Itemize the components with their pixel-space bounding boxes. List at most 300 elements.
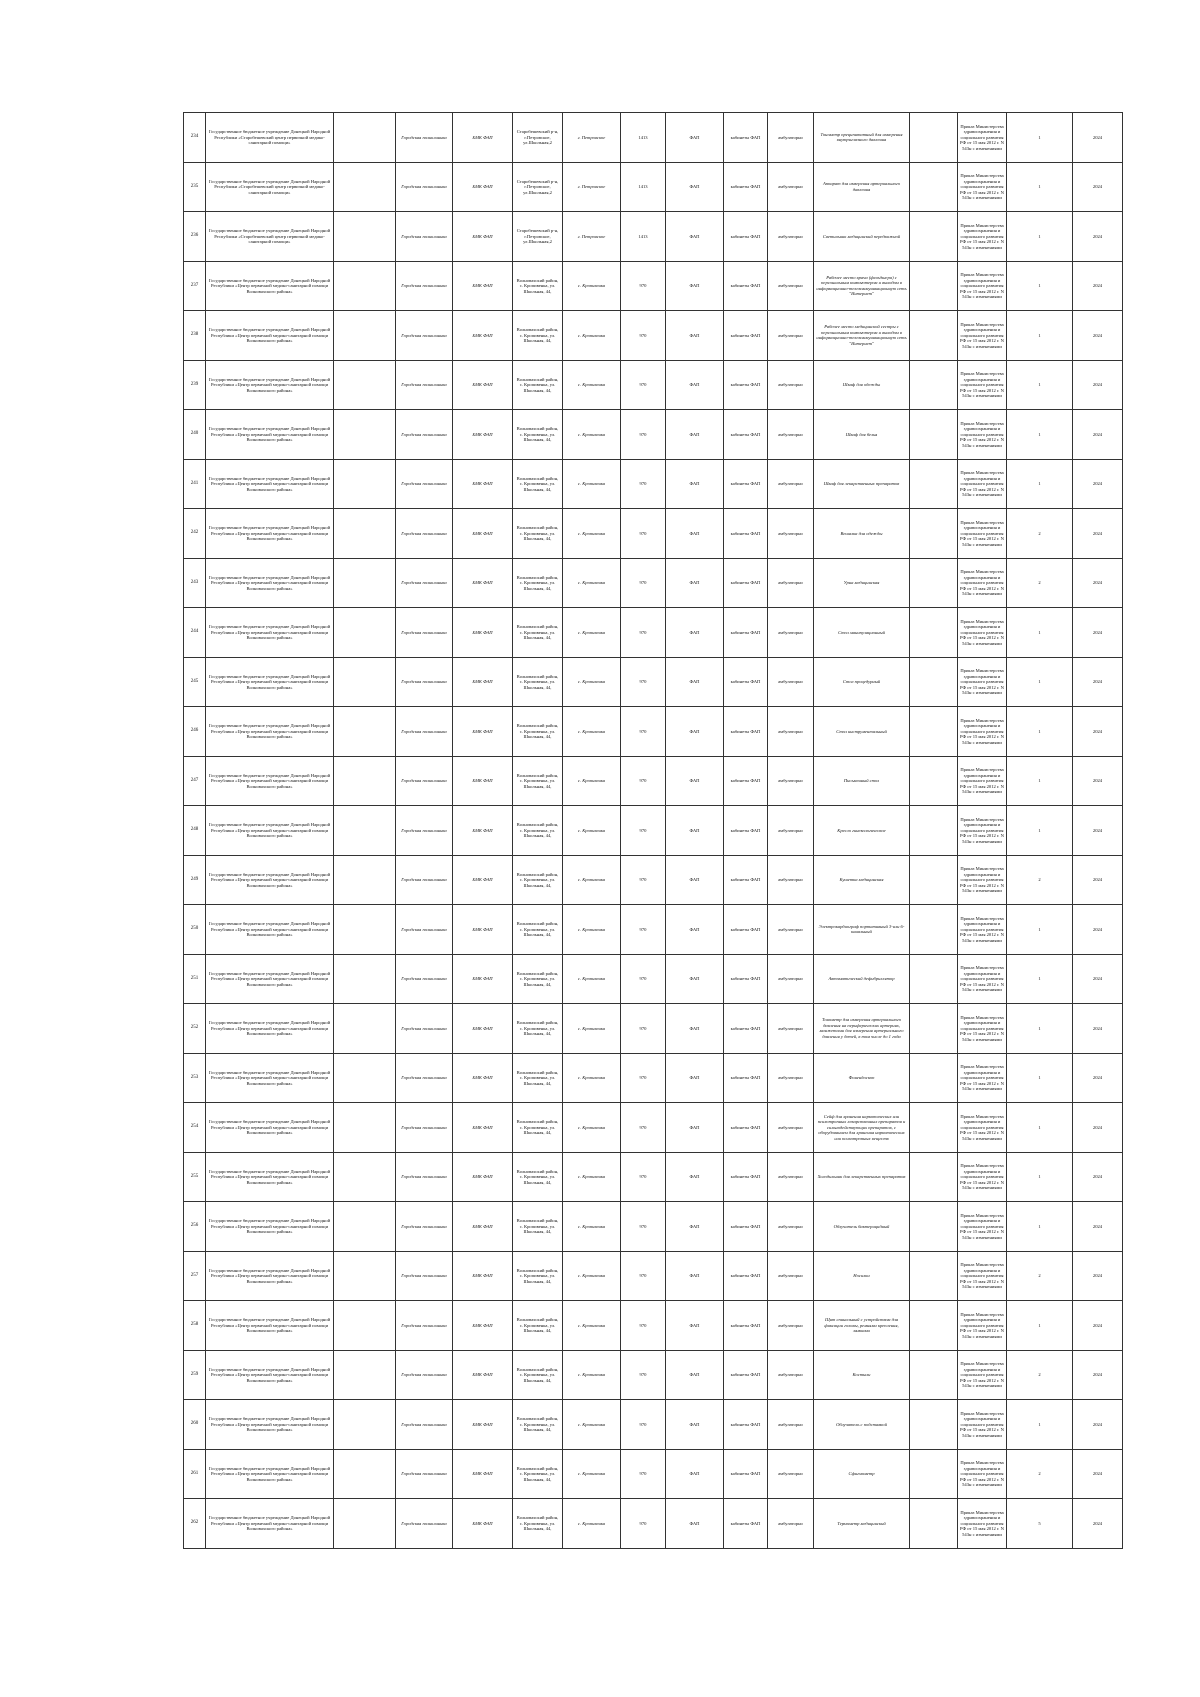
care-form-cell: амбулаторно [768, 657, 814, 707]
department-cell: кабинеты ФАП [724, 113, 768, 163]
object-cell: ФАП [666, 162, 724, 212]
quantity-cell: 1 [1007, 459, 1073, 509]
year-cell: 2024 [1073, 261, 1123, 311]
blank-cell [910, 113, 958, 163]
object-cell: ФАП [666, 608, 724, 658]
norm-cell: Приказ Министерства здравоохранения и социального развития РФ от 15 мая 2012 г. N 543н с изменениями [958, 212, 1007, 262]
row-number: 237 [184, 261, 206, 311]
settlement-cell: с. Кропивенка [563, 1350, 621, 1400]
department-cell: кабинеты ФАП [724, 261, 768, 311]
equipment-cell: Шкаф для белья [814, 410, 910, 460]
department-cell: кабинеты ФАП [724, 1103, 768, 1153]
equipment-table [183, 112, 1123, 1549]
organization-cell: Государственное бюджетное учреждение Донецкой Народной Республики «Центр первичной медико-санитарной помощи Волновахского района» [206, 1053, 334, 1103]
table-row [184, 707, 1123, 757]
norm-cell: Приказ Министерства здравоохранения и социального развития РФ от 15 мая 2012 г. N 543н с изменениями [958, 1251, 1007, 1301]
blank-cell [910, 1301, 958, 1351]
object-cell: ФАП [666, 558, 724, 608]
population-cell: 970 [621, 1499, 666, 1549]
population-cell: 970 [621, 756, 666, 806]
equipment-cell: Сфигмометр [814, 1449, 910, 1499]
row-number: 258 [184, 1301, 206, 1351]
object-type-cell: БМК ФАП [453, 162, 513, 212]
row-number: 238 [184, 311, 206, 361]
organization-cell: Государственное бюджетное учреждение Донецкой Народной Республики «Центр первичной медико-санитарной помощи Волновахского района» [206, 459, 334, 509]
care-form-cell: амбулаторно [768, 410, 814, 460]
care-form-cell: амбулаторно [768, 113, 814, 163]
care-form-cell: амбулаторно [768, 162, 814, 212]
population-cell: 1413 [621, 212, 666, 262]
department-cell: кабинеты ФАП [724, 1202, 768, 1252]
care-form-cell: амбулаторно [768, 558, 814, 608]
organization-cell: Государственное бюджетное учреждение Донецкой Народной Республики «Центр первичной медико-санитарной помощи Волновахского района» [206, 954, 334, 1004]
table-row [184, 1202, 1123, 1252]
settlement-cell: с. Кропивенка [563, 608, 621, 658]
institution-type-cell: Городская поликлиника [396, 459, 453, 509]
population-cell: 970 [621, 855, 666, 905]
population-cell: 970 [621, 311, 666, 361]
equipment-cell: Термометр медицинский [814, 1499, 910, 1549]
institution-type-cell: Городская поликлиника [396, 905, 453, 955]
object-type-cell: БМК ФАП [453, 954, 513, 1004]
department-cell: кабинеты ФАП [724, 1152, 768, 1202]
object-type-cell: БМК ФАП [453, 1053, 513, 1103]
blank-cell [910, 509, 958, 559]
row-number: 255 [184, 1152, 206, 1202]
year-cell: 2024 [1073, 1400, 1123, 1450]
department-cell: кабинеты ФАП [724, 1251, 768, 1301]
object-type-cell: БМК ФАП [453, 558, 513, 608]
institution-type-cell: Городская поликлиника [396, 261, 453, 311]
institution-type-cell: Городская поликлиника [396, 162, 453, 212]
row-number: 251 [184, 954, 206, 1004]
norm-cell: Приказ Министерства здравоохранения и социального развития РФ от 15 мая 2012 г. N 543н с изменениями [958, 707, 1007, 757]
object-cell: ФАП [666, 806, 724, 856]
norm-cell: Приказ Министерства здравоохранения и социального развития РФ от 15 мая 2012 г. N 543н с изменениями [958, 756, 1007, 806]
norm-cell: Приказ Министерства здравоохранения и социального развития РФ от 15 мая 2012 г. N 543н с изменениями [958, 1152, 1007, 1202]
row-number: 244 [184, 608, 206, 658]
settlement-cell: с. Кропивенка [563, 1499, 621, 1549]
equipment-cell: Тонометр для измерения артериального давления на периферических артериях, манжетами для измерения артериального давления у детей, в том числе до 1 года [814, 1004, 910, 1054]
department-cell: кабинеты ФАП [724, 756, 768, 806]
population-cell: 970 [621, 1152, 666, 1202]
blank-cell [334, 261, 396, 311]
year-cell: 2024 [1073, 113, 1123, 163]
norm-cell: Приказ Министерства здравоохранения и социального развития РФ от 15 мая 2012 г. N 543н с изменениями [958, 1400, 1007, 1450]
care-form-cell: амбулаторно [768, 1004, 814, 1054]
blank-cell [910, 707, 958, 757]
object-cell: ФАП [666, 756, 724, 806]
organization-cell: Государственное бюджетное учреждение Донецкой Народной Республики «Центр первичной медико-санитарной помощи Волновахского района» [206, 509, 334, 559]
care-form-cell: амбулаторно [768, 1202, 814, 1252]
settlement-cell: с. Кропивенка [563, 806, 621, 856]
quantity-cell: 1 [1007, 261, 1073, 311]
institution-type-cell: Городская поликлиника [396, 954, 453, 1004]
care-form-cell: амбулаторно [768, 1449, 814, 1499]
blank-cell [334, 212, 396, 262]
department-cell: кабинеты ФАП [724, 360, 768, 410]
year-cell: 2024 [1073, 855, 1123, 905]
object-cell: ФАП [666, 360, 724, 410]
quantity-cell: 1 [1007, 113, 1073, 163]
settlement-cell: с. Кропивенка [563, 311, 621, 361]
year-cell: 2024 [1073, 756, 1123, 806]
care-form-cell: амбулаторно [768, 509, 814, 559]
equipment-cell: Костыли [814, 1350, 910, 1400]
row-number: 254 [184, 1103, 206, 1153]
year-cell: 2024 [1073, 1449, 1123, 1499]
table-row [184, 558, 1123, 608]
object-cell: ФАП [666, 410, 724, 460]
object-type-cell: БМК ФАП [453, 1004, 513, 1054]
year-cell: 2024 [1073, 1499, 1123, 1549]
institution-type-cell: Городская поликлиника [396, 1053, 453, 1103]
norm-cell: Приказ Министерства здравоохранения и социального развития РФ от 15 мая 2012 г. N 543н с изменениями [958, 1499, 1007, 1549]
table-row [184, 360, 1123, 410]
institution-type-cell: Городская поликлиника [396, 1251, 453, 1301]
care-form-cell: амбулаторно [768, 1251, 814, 1301]
object-cell: ФАП [666, 1152, 724, 1202]
care-form-cell: амбулаторно [768, 261, 814, 311]
blank-cell [910, 1449, 958, 1499]
department-cell: кабинеты ФАП [724, 954, 768, 1004]
year-cell: 2024 [1073, 1350, 1123, 1400]
blank-cell [910, 410, 958, 460]
population-cell: 970 [621, 1350, 666, 1400]
blank-cell [334, 707, 396, 757]
norm-cell: Приказ Министерства здравоохранения и социального развития РФ от 15 мая 2012 г. N 543н с изменениями [958, 1449, 1007, 1499]
object-type-cell: БМК ФАП [453, 1152, 513, 1202]
blank-cell [334, 1400, 396, 1450]
year-cell: 2024 [1073, 1202, 1123, 1252]
norm-cell: Приказ Министерства здравоохранения и социального развития РФ от 15 мая 2012 г. N 543н с изменениями [958, 1103, 1007, 1153]
year-cell: 2024 [1073, 360, 1123, 410]
organization-cell: Государственное бюджетное учреждение Донецкой Народной Республики «Центр первичной медико-санитарной помощи Волновахского района» [206, 1004, 334, 1054]
institution-type-cell: Городская поликлиника [396, 558, 453, 608]
address-cell: Волновахский район, с. Кропивенка, ул. Школьная, 44, [513, 1350, 563, 1400]
year-cell: 2024 [1073, 459, 1123, 509]
year-cell: 2024 [1073, 1103, 1123, 1153]
object-cell: ФАП [666, 311, 724, 361]
year-cell: 2024 [1073, 1152, 1123, 1202]
institution-type-cell: Городская поликлиника [396, 410, 453, 460]
object-type-cell: БМК ФАП [453, 657, 513, 707]
settlement-cell: с. Кропивенка [563, 410, 621, 460]
row-number: 241 [184, 459, 206, 509]
object-cell: ФАП [666, 707, 724, 757]
organization-cell: Государственное бюджетное учреждение Донецкой Народной Республики «Старобешевский центр первичной медико-санитарной помощи» [206, 212, 334, 262]
institution-type-cell: Городская поликлиника [396, 756, 453, 806]
table-row [184, 113, 1123, 163]
blank-cell [334, 756, 396, 806]
blank-cell [334, 1202, 396, 1252]
population-cell: 970 [621, 1400, 666, 1450]
care-form-cell: амбулаторно [768, 707, 814, 757]
population-cell: 970 [621, 954, 666, 1004]
settlement-cell: с. Кропивенка [563, 855, 621, 905]
blank-cell [910, 459, 958, 509]
quantity-cell: 1 [1007, 410, 1073, 460]
year-cell: 2024 [1073, 1053, 1123, 1103]
row-number: 245 [184, 657, 206, 707]
equipment-cell: Носилки [814, 1251, 910, 1301]
settlement-cell: г. Петровское [563, 162, 621, 212]
blank-cell [334, 1053, 396, 1103]
equipment-cell: Шкаф для лекарственных препаратов [814, 459, 910, 509]
care-form-cell: амбулаторно [768, 1400, 814, 1450]
organization-cell: Государственное бюджетное учреждение Донецкой Народной Республики «Центр первичной медико-санитарной помощи Волновахского района» [206, 756, 334, 806]
quantity-cell: 1 [1007, 1301, 1073, 1351]
row-number: 234 [184, 113, 206, 163]
year-cell: 2024 [1073, 657, 1123, 707]
quantity-cell: 1 [1007, 954, 1073, 1004]
blank-cell [910, 1053, 958, 1103]
object-cell: ФАП [666, 855, 724, 905]
norm-cell: Приказ Министерства здравоохранения и социального развития РФ от 15 мая 2012 г. N 543н с изменениями [958, 806, 1007, 856]
quantity-cell: 1 [1007, 212, 1073, 262]
norm-cell: Приказ Министерства здравоохранения и социального развития РФ от 15 мая 2012 г. N 543н с изменениями [958, 558, 1007, 608]
address-cell: Волновахский район, с. Кропивенка, ул. Школьная, 44, [513, 459, 563, 509]
row-number: 248 [184, 806, 206, 856]
settlement-cell: с. Кропивенка [563, 1449, 621, 1499]
quantity-cell: 1 [1007, 311, 1073, 361]
blank-cell [334, 1251, 396, 1301]
organization-cell: Государственное бюджетное учреждение Донецкой Народной Республики «Центр первичной медико-санитарной помощи Волновахского района» [206, 1202, 334, 1252]
address-cell: Волновахский район, с. Кропивенка, ул. Школьная, 44, [513, 954, 563, 1004]
norm-cell: Приказ Министерства здравоохранения и социального развития РФ от 15 мая 2012 г. N 543н с изменениями [958, 1301, 1007, 1351]
object-type-cell: БМК ФАП [453, 1251, 513, 1301]
address-cell: Волновахский район, с. Кропивенка, ул. Школьная, 44, [513, 410, 563, 460]
quantity-cell: 1 [1007, 1400, 1073, 1450]
quantity-cell: 2 [1007, 1449, 1073, 1499]
object-type-cell: БМК ФАП [453, 113, 513, 163]
care-form-cell: амбулаторно [768, 954, 814, 1004]
address-cell: Волновахский район, с. Кропивенка, ул. Школьная, 44, [513, 1103, 563, 1153]
quantity-cell: 1 [1007, 707, 1073, 757]
object-type-cell: БМК ФАП [453, 212, 513, 262]
settlement-cell: с. Кропивенка [563, 707, 621, 757]
population-cell: 970 [621, 905, 666, 955]
institution-type-cell: Городская поликлиника [396, 360, 453, 410]
table-row [184, 1301, 1123, 1351]
object-type-cell: БМК ФАП [453, 360, 513, 410]
care-form-cell: амбулаторно [768, 608, 814, 658]
organization-cell: Государственное бюджетное учреждение Донецкой Народной Республики «Центр первичной медико-санитарной помощи Волновахского района» [206, 1301, 334, 1351]
blank-cell [910, 1251, 958, 1301]
address-cell: Волновахский район, с. Кропивенка, ул. Школьная, 44, [513, 855, 563, 905]
population-cell: 970 [621, 1301, 666, 1351]
object-type-cell: БМК ФАП [453, 311, 513, 361]
department-cell: кабинеты ФАП [724, 806, 768, 856]
blank-cell [910, 756, 958, 806]
object-cell: ФАП [666, 1202, 724, 1252]
equipment-cell: Урна медицинская [814, 558, 910, 608]
institution-type-cell: Городская поликлиника [396, 1202, 453, 1252]
object-cell: ФАП [666, 954, 724, 1004]
care-form-cell: амбулаторно [768, 1152, 814, 1202]
object-cell: ФАП [666, 1103, 724, 1153]
row-number: 243 [184, 558, 206, 608]
population-cell: 970 [621, 410, 666, 460]
norm-cell: Приказ Министерства здравоохранения и социального развития РФ от 15 мая 2012 г. N 543н с изменениями [958, 162, 1007, 212]
organization-cell: Государственное бюджетное учреждение Донецкой Народной Республики «Центр первичной медико-санитарной помощи Волновахского района» [206, 1103, 334, 1153]
blank-cell [334, 954, 396, 1004]
institution-type-cell: Городская поликлиника [396, 509, 453, 559]
quantity-cell: 1 [1007, 806, 1073, 856]
address-cell: Волновахский район, с. Кропивенка, ул. Школьная, 44, [513, 806, 563, 856]
address-cell: Волновахский район, с. Кропивенка, ул. Школьная, 44, [513, 261, 563, 311]
population-cell: 970 [621, 1053, 666, 1103]
care-form-cell: амбулаторно [768, 855, 814, 905]
table-row [184, 855, 1123, 905]
equipment-cell: Кресло гинекологическое [814, 806, 910, 856]
blank-cell [334, 608, 396, 658]
blank-cell [910, 1152, 958, 1202]
norm-cell: Приказ Министерства здравоохранения и социального развития РФ от 15 мая 2012 г. N 543н с изменениями [958, 954, 1007, 1004]
department-cell: кабинеты ФАП [724, 1053, 768, 1103]
settlement-cell: с. Кропивенка [563, 360, 621, 410]
settlement-cell: с. Кропивенка [563, 261, 621, 311]
population-cell: 970 [621, 509, 666, 559]
row-number: 246 [184, 707, 206, 757]
object-cell: ФАП [666, 657, 724, 707]
institution-type-cell: Городская поликлиника [396, 608, 453, 658]
address-cell: Волновахский район, с. Кропивенка, ул. Школьная, 44, [513, 657, 563, 707]
equipment-cell: Стол процедурный [814, 657, 910, 707]
organization-cell: Государственное бюджетное учреждение Донецкой Народной Республики «Центр первичной медико-санитарной помощи Волновахского района» [206, 261, 334, 311]
row-number: 235 [184, 162, 206, 212]
population-cell: 970 [621, 806, 666, 856]
blank-cell [334, 162, 396, 212]
quantity-cell: 1 [1007, 756, 1073, 806]
table-row [184, 905, 1123, 955]
institution-type-cell: Городская поликлиника [396, 855, 453, 905]
equipment-cell: Рабочее место врача (фельдшера) с персональным компьютером и выходом в информационно-телекоммуникационную сеть "Интернет" [814, 261, 910, 311]
department-cell: кабинеты ФАП [724, 558, 768, 608]
population-cell: 970 [621, 360, 666, 410]
equipment-cell: Письменный стол [814, 756, 910, 806]
quantity-cell: 2 [1007, 1350, 1073, 1400]
organization-cell: Государственное бюджетное учреждение Донецкой Народной Республики «Центр первичной медико-санитарной помощи Волновахского района» [206, 608, 334, 658]
department-cell: кабинеты ФАП [724, 509, 768, 559]
object-cell: ФАП [666, 1004, 724, 1054]
object-cell: ФАП [666, 1449, 724, 1499]
address-cell: Волновахский район, с. Кропивенка, ул. Школьная, 44, [513, 1152, 563, 1202]
department-cell: кабинеты ФАП [724, 905, 768, 955]
blank-cell [910, 1202, 958, 1252]
equipment-cell: Стол инструментальный [814, 707, 910, 757]
equipment-cell: Облучатель с подставкой [814, 1400, 910, 1450]
department-cell: кабинеты ФАП [724, 162, 768, 212]
department-cell: кабинеты ФАП [724, 1400, 768, 1450]
settlement-cell: с. Кропивенка [563, 1053, 621, 1103]
blank-cell [334, 1301, 396, 1351]
quantity-cell: 2 [1007, 558, 1073, 608]
table-row [184, 756, 1123, 806]
table-row [184, 311, 1123, 361]
organization-cell: Государственное бюджетное учреждение Донецкой Народной Республики «Центр первичной медико-санитарной помощи Волновахского района» [206, 410, 334, 460]
address-cell: Старобешевский р-н, г.Петровское, ул.Школьная,2 [513, 212, 563, 262]
blank-cell [910, 311, 958, 361]
norm-cell: Приказ Министерства здравоохранения и социального развития РФ от 15 мая 2012 г. N 543н с изменениями [958, 410, 1007, 460]
norm-cell: Приказ Министерства здравоохранения и социального развития РФ от 15 мая 2012 г. N 543н с изменениями [958, 855, 1007, 905]
year-cell: 2024 [1073, 410, 1123, 460]
norm-cell: Приказ Министерства здравоохранения и социального развития РФ от 15 мая 2012 г. N 543н с изменениями [958, 1004, 1007, 1054]
department-cell: кабинеты ФАП [724, 707, 768, 757]
blank-cell [334, 410, 396, 460]
blank-cell [334, 360, 396, 410]
object-cell: ФАП [666, 113, 724, 163]
quantity-cell: 1 [1007, 1103, 1073, 1153]
year-cell: 2024 [1073, 954, 1123, 1004]
settlement-cell: с. Кропивенка [563, 1152, 621, 1202]
institution-type-cell: Городская поликлиника [396, 113, 453, 163]
care-form-cell: амбулаторно [768, 1499, 814, 1549]
blank-cell [910, 905, 958, 955]
quantity-cell: 1 [1007, 1004, 1073, 1054]
row-number: 240 [184, 410, 206, 460]
table-row [184, 509, 1123, 559]
year-cell: 2024 [1073, 212, 1123, 262]
organization-cell: Государственное бюджетное учреждение Донецкой Народной Республики «Центр первичной медико-санитарной помощи Волновахского района» [206, 1449, 334, 1499]
organization-cell: Государственное бюджетное учреждение Донецкой Народной Республики «Центр первичной медико-санитарной помощи Волновахского района» [206, 1251, 334, 1301]
object-cell: ФАП [666, 1301, 724, 1351]
department-cell: кабинеты ФАП [724, 311, 768, 361]
blank-cell [910, 855, 958, 905]
care-form-cell: амбулаторно [768, 1301, 814, 1351]
organization-cell: Государственное бюджетное учреждение Донецкой Народной Республики «Центр первичной медико-санитарной помощи Волновахского района» [206, 1400, 334, 1450]
object-type-cell: БМК ФАП [453, 1301, 513, 1351]
row-number: 262 [184, 1499, 206, 1549]
table-row [184, 1053, 1123, 1103]
object-type-cell: БМК ФАП [453, 459, 513, 509]
table-row [184, 261, 1123, 311]
care-form-cell: амбулаторно [768, 905, 814, 955]
quantity-cell: 1 [1007, 657, 1073, 707]
address-cell: Волновахский район, с. Кропивенка, ул. Школьная, 44, [513, 756, 563, 806]
quantity-cell: 2 [1007, 855, 1073, 905]
norm-cell: Приказ Министерства здравоохранения и социального развития РФ от 15 мая 2012 г. N 543н с изменениями [958, 113, 1007, 163]
institution-type-cell: Городская поликлиника [396, 1400, 453, 1450]
settlement-cell: с. Кропивенка [563, 905, 621, 955]
department-cell: кабинеты ФАП [724, 1004, 768, 1054]
address-cell: Старобешевский р-н, г.Петровское, ул.Школьная,2 [513, 113, 563, 163]
blank-cell [334, 558, 396, 608]
row-number: 257 [184, 1251, 206, 1301]
table-row [184, 1400, 1123, 1450]
norm-cell: Приказ Министерства здравоохранения и социального развития РФ от 15 мая 2012 г. N 543н с изменениями [958, 459, 1007, 509]
object-cell: ФАП [666, 1053, 724, 1103]
address-cell: Волновахский район, с. Кропивенка, ул. Школьная, 44, [513, 1202, 563, 1252]
row-number: 239 [184, 360, 206, 410]
address-cell: Волновахский район, с. Кропивенка, ул. Школьная, 44, [513, 558, 563, 608]
norm-cell: Приказ Министерства здравоохранения и социального развития РФ от 15 мая 2012 г. N 543н с изменениями [958, 311, 1007, 361]
blank-cell [334, 1004, 396, 1054]
object-cell: ФАП [666, 459, 724, 509]
organization-cell: Государственное бюджетное учреждение Донецкой Народной Республики «Центр первичной медико-санитарной помощи Волновахского района» [206, 360, 334, 410]
equipment-cell: Холодильник для лекарственных препаратов [814, 1152, 910, 1202]
year-cell: 2024 [1073, 1251, 1123, 1301]
address-cell: Старобешевский р-н, г.Петровское, ул.Школьная,2 [513, 162, 563, 212]
object-type-cell: БМК ФАП [453, 806, 513, 856]
object-cell: ФАП [666, 509, 724, 559]
institution-type-cell: Городская поликлиника [396, 707, 453, 757]
equipment-cell: Рабочее место медицинской сестры с персональным компьютером и выходом в информационно-телекоммуникационную сеть "Интернет" [814, 311, 910, 361]
row-number: 261 [184, 1449, 206, 1499]
population-cell: 1413 [621, 162, 666, 212]
row-number: 256 [184, 1202, 206, 1252]
population-cell: 970 [621, 608, 666, 658]
